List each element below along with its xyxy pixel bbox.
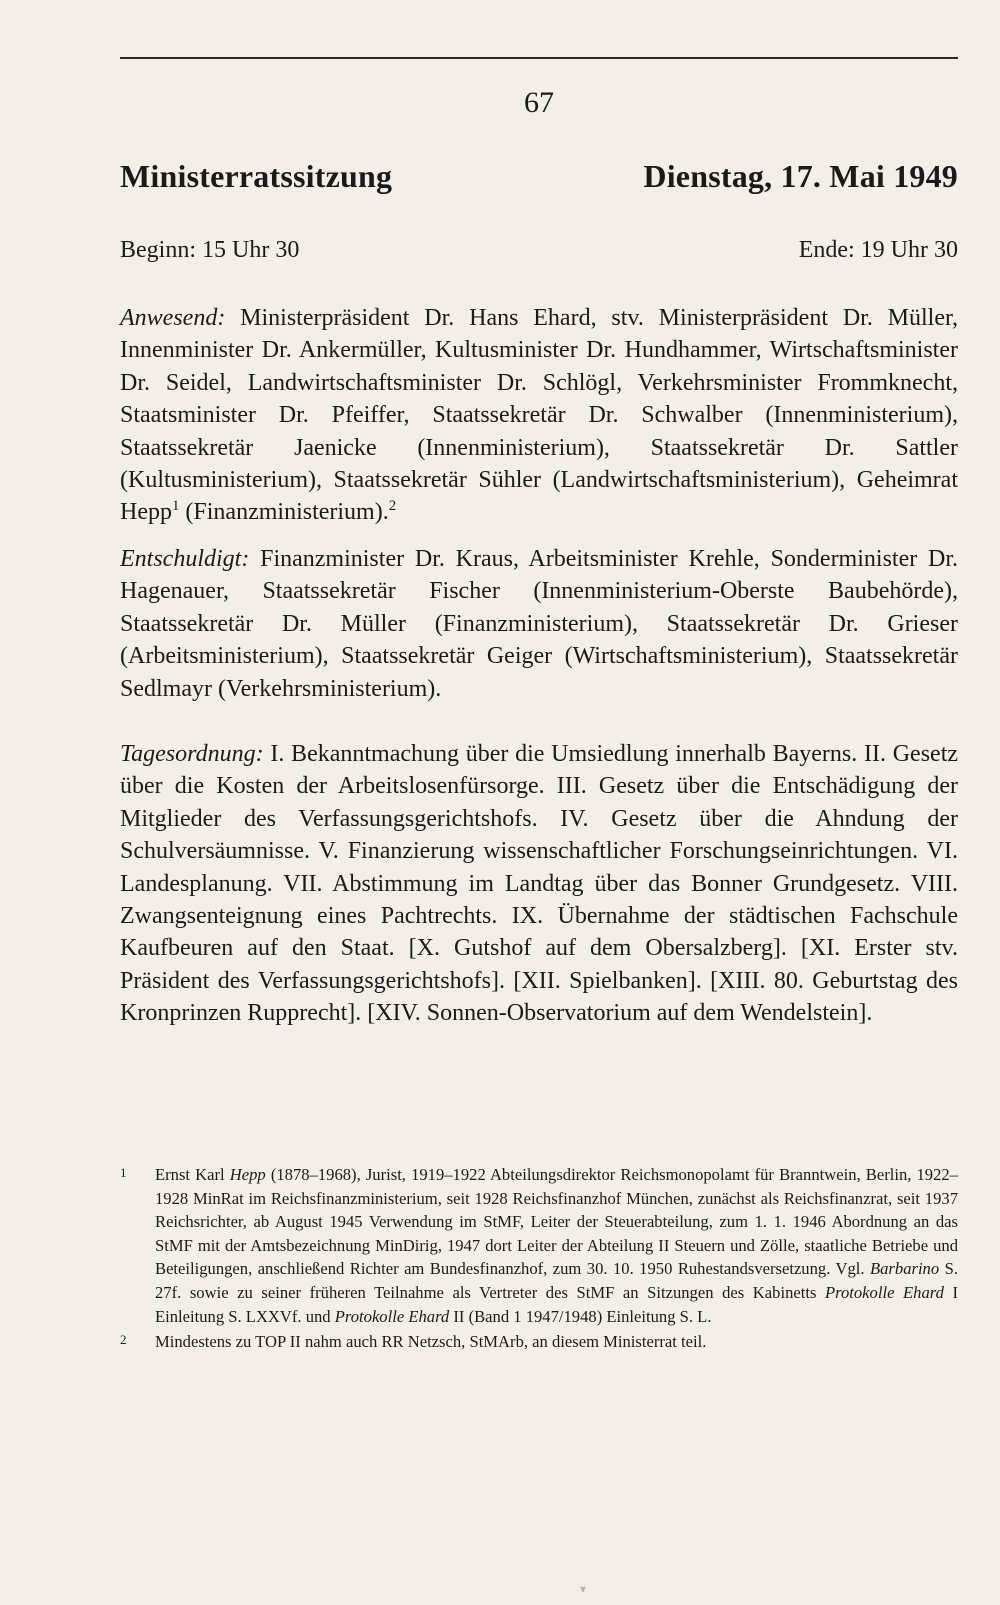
agenda-paragraph xyxy=(120,738,958,1030)
agenda-label: Tagesordnung: xyxy=(120,741,264,767)
attendees-paragraph xyxy=(120,302,958,529)
session-date: Dienstag, 17. Mai 1949 xyxy=(643,158,958,194)
footnote-text: Mindestens zu TOP II nahm auch RR Netzsch, StMArb, an diesem Ministerrat teil. xyxy=(155,1332,707,1352)
footnote-text-part: S. 27f. sowie zu seiner früheren Teilnahme als Vertreter des StMF an Sitzungen des Kabinetts xyxy=(155,1259,958,1302)
footnote-text-part: II (Band 1 1947/1948) Einleitung S. L. xyxy=(449,1306,712,1326)
footnote-text-part: I Einleitung S. LXXVf. und xyxy=(155,1282,959,1326)
session-title: Ministerratssitzung xyxy=(120,158,393,194)
session-times xyxy=(120,237,958,264)
excused-paragraph xyxy=(120,543,958,705)
footnote-number: 2 xyxy=(120,1332,127,1348)
footnote-1 xyxy=(120,1163,958,1328)
footnote-ref-italic: Protokolle Ehard xyxy=(825,1282,944,1302)
footnote-ref-1[interactable]: 1 xyxy=(171,498,180,515)
agenda-text: I. Bekanntmachung über die Umsiedlung innerhalb Bayerns. II. Gesetz über die Kosten der Arbeitslosenfürsorge. III. Gesetz über die Entschädigung der Mitglieder des Verfassungsgerichtshofs. IV. Gesetz über die Ahndung der Schulversäumnisse. V. Finanzierung wissenschaftlicher Forschungseinrichtungen. VI. Landesplanung. VII. Abstimmung im Landtag über das Bonner Grundgesetz. VIII. Zwangsenteignung eines Pachtrechts. IX. Übernahme der städtischen Fachschule Kaufbeuren auf den Staat. [X. Gutshof auf dem Obersalzberg]. [XI. Erster stv. Präsident des Verfassungsgerichtshofs]. [XII. Spielbanken]. [XIII. 80. Geburtstag des Kronprinzen Rupprecht]. [XIV. Sonnen-Observatorium auf dem Wendelstein]. xyxy=(120,741,959,1027)
footnote-ref-italic: Protokolle Ehard xyxy=(334,1306,450,1326)
footnote-2 xyxy=(120,1330,958,1354)
attendees-tail: (Finanzministerium). xyxy=(179,499,389,526)
begin-time: Beginn: 15 Uhr 30 xyxy=(120,237,300,263)
footnote-ref-2[interactable]: 2 xyxy=(388,498,397,515)
footnotes xyxy=(120,1163,958,1356)
footnote-text xyxy=(155,1163,958,1328)
stray-mark: ▾ xyxy=(580,1582,587,1596)
excused-text: Finanzminister Dr. Kraus, Arbeitsminister Krehle, Sonderminister Dr. Hagenauer, Staatssekretär Fischer (Innenministerium-Oberste Baubehörde), Staatssekretär Dr. Müller (Finanzministerium), Staatssekretär Dr. Grieser (Arbeitsministerium), Staatssekretär Geiger (Wirtschaftsministerium), Staatssekretär Sedlmayr (Verkehrsministerium). xyxy=(120,546,958,702)
footnote-name-italic: Hepp xyxy=(229,1165,266,1184)
header-rule xyxy=(120,57,958,59)
footnote-ref-italic: Barbarino xyxy=(870,1259,940,1279)
attendees-label: Anwesend: xyxy=(120,305,226,331)
footnote-number: 1 xyxy=(120,1165,127,1180)
session-header xyxy=(120,158,958,195)
footnote-text-part: Ernst Karl xyxy=(155,1165,230,1184)
footnote-text-part: (1878–1968), Jurist, 1919–1922 Abteilungsdirektor Reichsmonopolamt für Branntwein, Berlin, 1922–1928 MinRat im Reichsfinanzministerium, seit 1928 Reichsfinanzhof München, zunächst als Reichsfinanzrat, seit 1937 Reichsrichter, ab August 1945 Verwendung im StMF, Leiter der Steuerabteilung, zum 1. 1. 1946 Abordnung an das StMF mit der Amtsbezeichnung MinDirig, 1947 dort Leiter der Abteilung II Steuern und Zölle, staatliche Betriebe und Beteiligungen, anschließend Richter am Bundesfinanzhof, zum 30. 10. 1950 Ruhestandsversetzung. Vgl. xyxy=(155,1165,958,1279)
excused-label: Entschuldigt: xyxy=(120,546,250,572)
page-number: 67 xyxy=(524,86,554,119)
end-time: Ende: 19 Uhr 30 xyxy=(798,237,958,263)
attendees-text: Ministerpräsident Dr. Hans Ehard, stv. Ministerpräsident Dr. Müller, Innenminister Dr. Ankermüller, Kultusminister Dr. Hundhammer, Wirtschaftsminister Dr. Seidel, Landwirtschaftsminister Dr. Schlögl, Verkehrsminister Frommknecht, Staatsminister Dr. Pfeiffer, Staatssekretär Dr. Schwalber (Innenministerium), Staatssekretär Jaenicke (Innenministerium), Staatssekretär Dr. Sattler (Kultusministerium), Staatssekretär Sühler (Landwirtschaftsministerium), Geheimrat Hepp xyxy=(120,305,959,526)
